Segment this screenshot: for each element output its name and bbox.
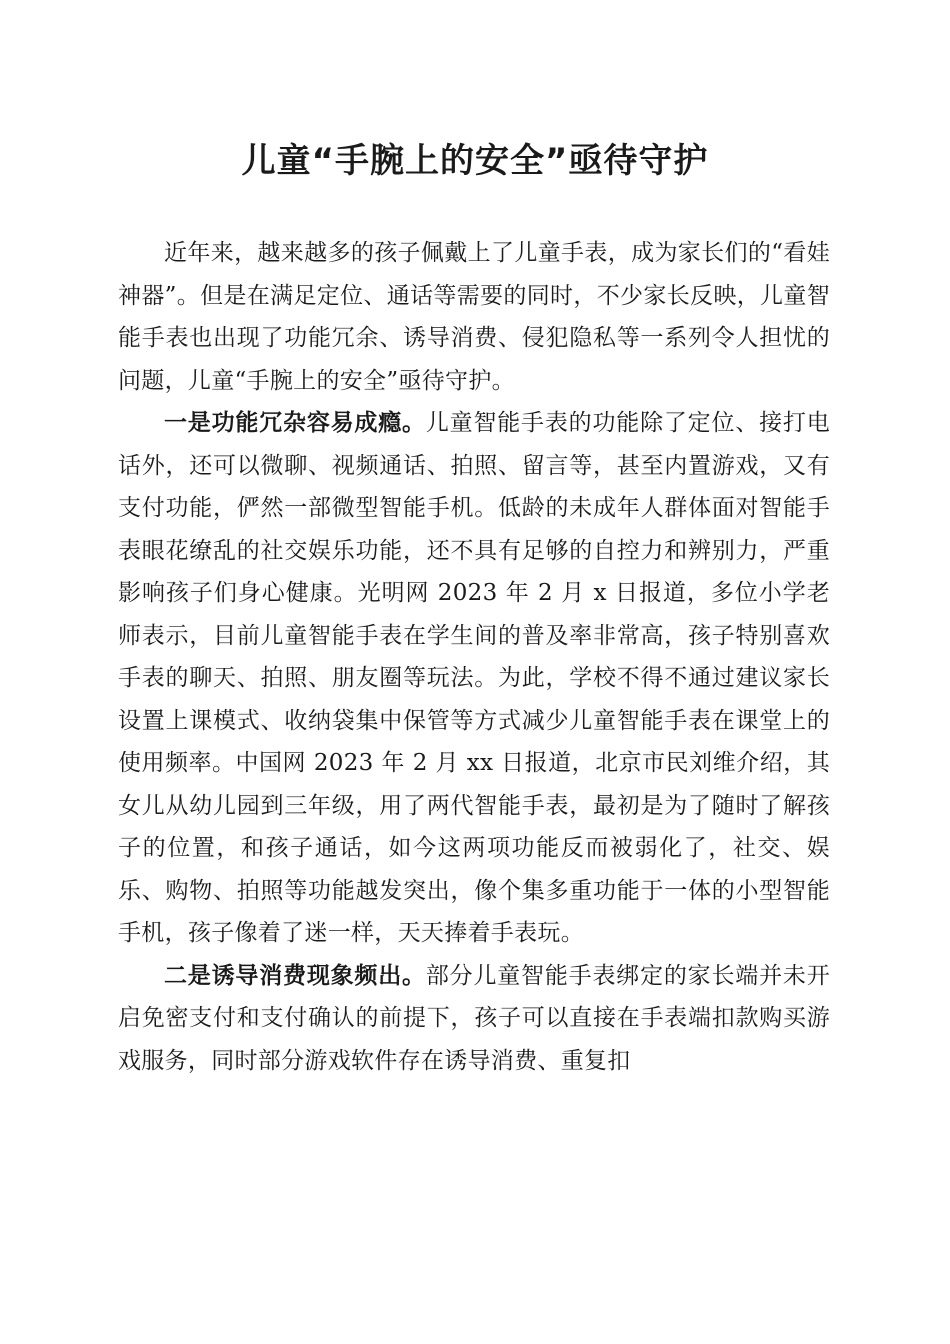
document-title: 儿童“手腕上的安全”亟待守护 <box>241 141 709 181</box>
paragraph-point-one <box>118 402 830 955</box>
paragraph-point-two <box>118 955 830 1083</box>
paragraph-point-one-lead: 一是功能冗杂容易成瘾。 <box>164 410 426 436</box>
paragraph-point-one-text: 儿童智能手表的功能除了定位、接打电话外，还可以微聊、视频通话、拍照、留言等，甚至内置游戏，又有支付功能，俨然一部微型智能手机。低龄的未成年人群体面对智能手表眼花缭乱的社交娱乐功能，还不具有足够的自控力和辨别力，严重影响孩子们身心健康。光明网 2023 年 2 月 x 日报道，多位小学老师表示，目前儿童智能手表在学生间的普及率非常高，孩子特别喜欢手表的聊天、拍照、朋友圈等玩法。为此，学校不得不通过建议家长设置上课模式、收纳袋集中保管等方式减少儿童智能手表在课堂上的使用频率。中国网 2023 年 2 月 xx 日报道，北京市民刘维介绍，其女儿从幼儿园到三年级，用了两代智能手表，最初是为了随时了解孩子的位置，和孩子通话，如今这两项功能反而被弱化了，社交、娱乐、购物、拍照等功能越发突出，像个集多重功能于一体的小型智能手机，孩子像着了迷一样，天天捧着手表玩。 <box>118 410 830 946</box>
paragraph-point-two-lead: 二是诱导消费现象频出。 <box>164 962 426 989</box>
document-body <box>118 232 830 1082</box>
paragraph-point-two-text: 部分儿童智能手表绑定的家长端并未开启免密支付和支付确认的前提下，孩子可以直接在手表端扣款购买游戏服务，同时部分游戏软件存在诱导消费、重复扣 <box>118 962 830 1074</box>
paragraph-intro-text: 近年来，越来越多的孩子佩戴上了儿童手表，成为家长们的“看娃神器”。但是在满足定位、通话等需要的同时，不少家长反映，儿童智能手表也出现了功能冗余、诱导消费、侵犯隐私等一系列令人担忧的问题，儿童“手腕上的安全”亟待守护。 <box>118 240 830 394</box>
paragraph-intro <box>118 232 830 402</box>
